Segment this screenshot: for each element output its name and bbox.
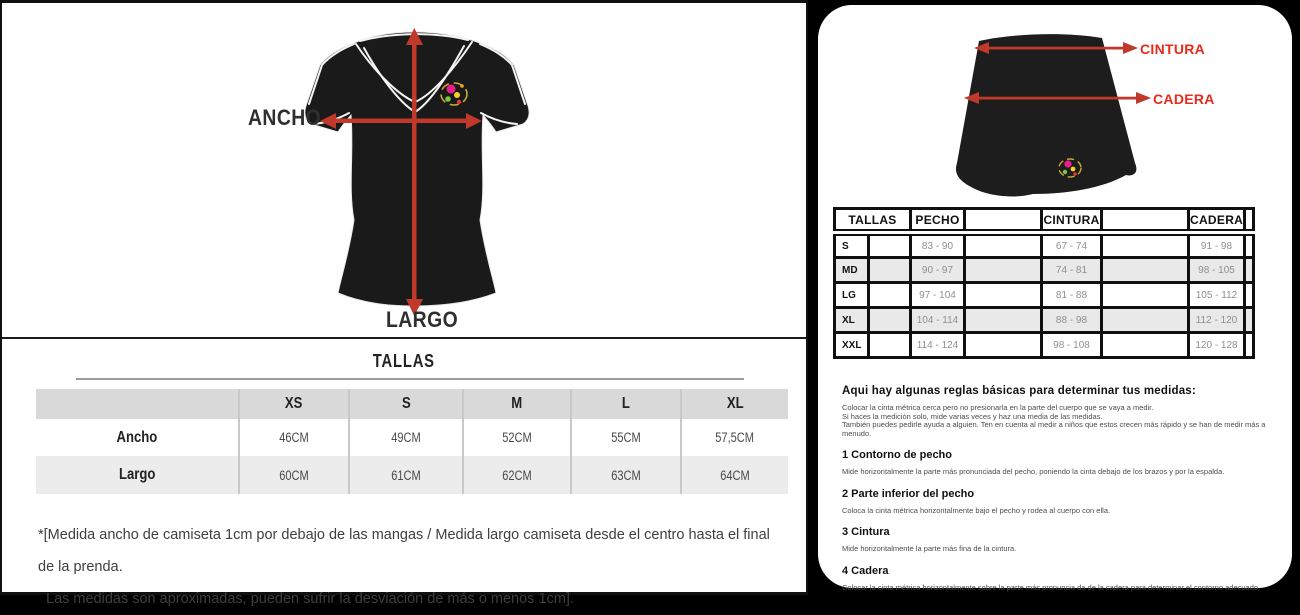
header-spacer-cell <box>1245 209 1254 233</box>
skirt-size-table <box>833 207 1255 359</box>
hip-arrow-label: CADERA <box>1153 91 1215 107</box>
footnote-line: Las medidas son aproximadas, pueden sufrir la desviación de más o menos 1cm]. <box>46 591 574 607</box>
chest-value-cell: 90 - 97 <box>911 258 965 283</box>
skirt-size-panel <box>818 5 1292 592</box>
waist-value-cell: 98 - 108 <box>1042 333 1102 358</box>
row-label-cell: Largo <box>36 456 238 494</box>
hip-value-cell: 112 - 120 <box>1189 308 1245 333</box>
rule-section-title: 3 Cintura <box>842 526 890 538</box>
tshirt-illustration <box>2 3 806 339</box>
length-arrow-label: LARGO <box>386 307 459 332</box>
rules-intro-line: Colocar la cinta métrica cerca pero no presionarla en la parte del cuerpo que se vaya a medir. <box>842 403 1154 412</box>
waist-value-cell: 67 - 74 <box>1042 233 1102 258</box>
waist-value-cell: 81 - 88 <box>1042 283 1102 308</box>
value-cell: 52CM <box>462 419 570 456</box>
title-underline <box>76 378 744 380</box>
waist-value-cell: 74 - 81 <box>1042 258 1102 283</box>
value-cell: 64CM <box>680 456 788 494</box>
header-corner-cell <box>36 389 238 419</box>
table-row <box>835 308 1254 333</box>
chest-value-cell: 83 - 90 <box>911 233 965 258</box>
value-cell: 61CM <box>348 456 462 494</box>
size-cell: MD <box>835 258 869 283</box>
header-cell: S <box>348 389 462 419</box>
size-table-title <box>2 351 806 372</box>
rule-section-body: Coloca la cinta métrica horizontalmente bajo el pecho y rodea al cuerpo con ella. <box>842 505 1111 515</box>
hip-value-cell: 98 - 105 <box>1189 258 1245 283</box>
header-spacer-cell <box>965 209 1042 233</box>
rule-section-body: Mide horizontalmente la parte más pronunciada del pecho, poniendo la cinta debajo de los brazos y por la espalda. <box>842 467 1225 476</box>
measuring-rules-section <box>842 385 1274 592</box>
value-cell: 46CM <box>238 419 348 456</box>
table-row <box>835 333 1254 358</box>
header-cell-chest: PECHO <box>911 209 965 233</box>
size-cell: S <box>835 233 869 258</box>
size-cell: LG <box>835 283 869 308</box>
header-cell: L <box>570 389 680 419</box>
width-arrow-label: ANCHO <box>248 105 322 130</box>
size-cell: XL <box>835 308 869 333</box>
value-cell: 62CM <box>462 456 570 494</box>
rule-section-body: Colocar la cinta métrica horizontalmente sobre la parte más pronuncia da de la cadera para determinar el contorno adecuado. <box>842 582 1261 592</box>
chest-value-cell: 97 - 104 <box>911 283 965 308</box>
chest-value-cell: 104 - 114 <box>911 308 965 333</box>
hip-value-cell: 91 - 98 <box>1189 233 1245 258</box>
rule-section-title: 2 Parte inferior del pecho <box>842 487 975 500</box>
skirt-silhouette <box>956 34 1136 196</box>
hip-value-cell: 105 - 112 <box>1189 283 1245 308</box>
rules-intro-line: También puedes pedirle ayuda a alguien. Ten en cuenta al medir a niños que estos crecen más rápido y se han de medir más a menudo. <box>842 420 1266 438</box>
tshirt-measurement-diagram <box>2 3 806 339</box>
row-label-cell: Ancho <box>36 419 238 456</box>
value-cell: 63CM <box>570 456 680 494</box>
value-cell: 57,5CM <box>680 419 788 456</box>
header-cell: M <box>462 389 570 419</box>
table-header-row <box>835 209 1254 233</box>
tshirt-silhouette <box>305 32 529 306</box>
table-row <box>835 258 1254 283</box>
chest-value-cell: 114 - 124 <box>911 333 965 358</box>
header-spacer-cell <box>1102 209 1189 233</box>
header-cell-sizes: TALLAS <box>835 209 911 233</box>
skirt-measurement-diagram <box>818 5 1292 205</box>
value-cell: 55CM <box>570 419 680 456</box>
tshirt-size-table-section <box>2 348 806 494</box>
measurement-footnote <box>38 519 783 615</box>
header-cell-waist: CINTURA <box>1042 209 1102 233</box>
waist-value-cell: 88 - 98 <box>1042 308 1102 333</box>
skirt-illustration <box>818 5 1292 205</box>
header-cell: XL <box>680 389 788 419</box>
size-cell: XXL <box>835 333 869 358</box>
size-table-title-text: TALLAS <box>372 351 436 371</box>
hip-value-cell: 120 - 128 <box>1189 333 1245 358</box>
value-cell: 60CM <box>238 456 348 494</box>
footnote-line: *[Medida ancho de camiseta 1cm por debajo de las mangas / Medida largo camiseta desde el centro hasta el final de la prenda. <box>38 527 770 575</box>
rules-heading: Aqui hay algunas reglas básicas para determinar tus medidas: <box>842 385 1196 397</box>
header-cell: XS <box>238 389 348 419</box>
rule-section-body: Mide horizontalmente la parte más fina de la cintura. <box>842 544 1017 553</box>
waist-arrow-label: CINTURA <box>1140 41 1206 57</box>
rule-section-title: 1 Contorno de pecho <box>842 449 952 461</box>
rule-section-title: 4 Cadera <box>842 564 889 577</box>
value-cell: 49CM <box>348 419 462 456</box>
tshirt-size-table <box>36 389 806 494</box>
table-row <box>835 233 1254 258</box>
table-row <box>835 283 1254 308</box>
rules-intro-line: Si haces la medición solo, mide varias veces y haz una media de las medidas. <box>842 411 1103 421</box>
header-cell-hip: CADERA <box>1189 209 1245 233</box>
